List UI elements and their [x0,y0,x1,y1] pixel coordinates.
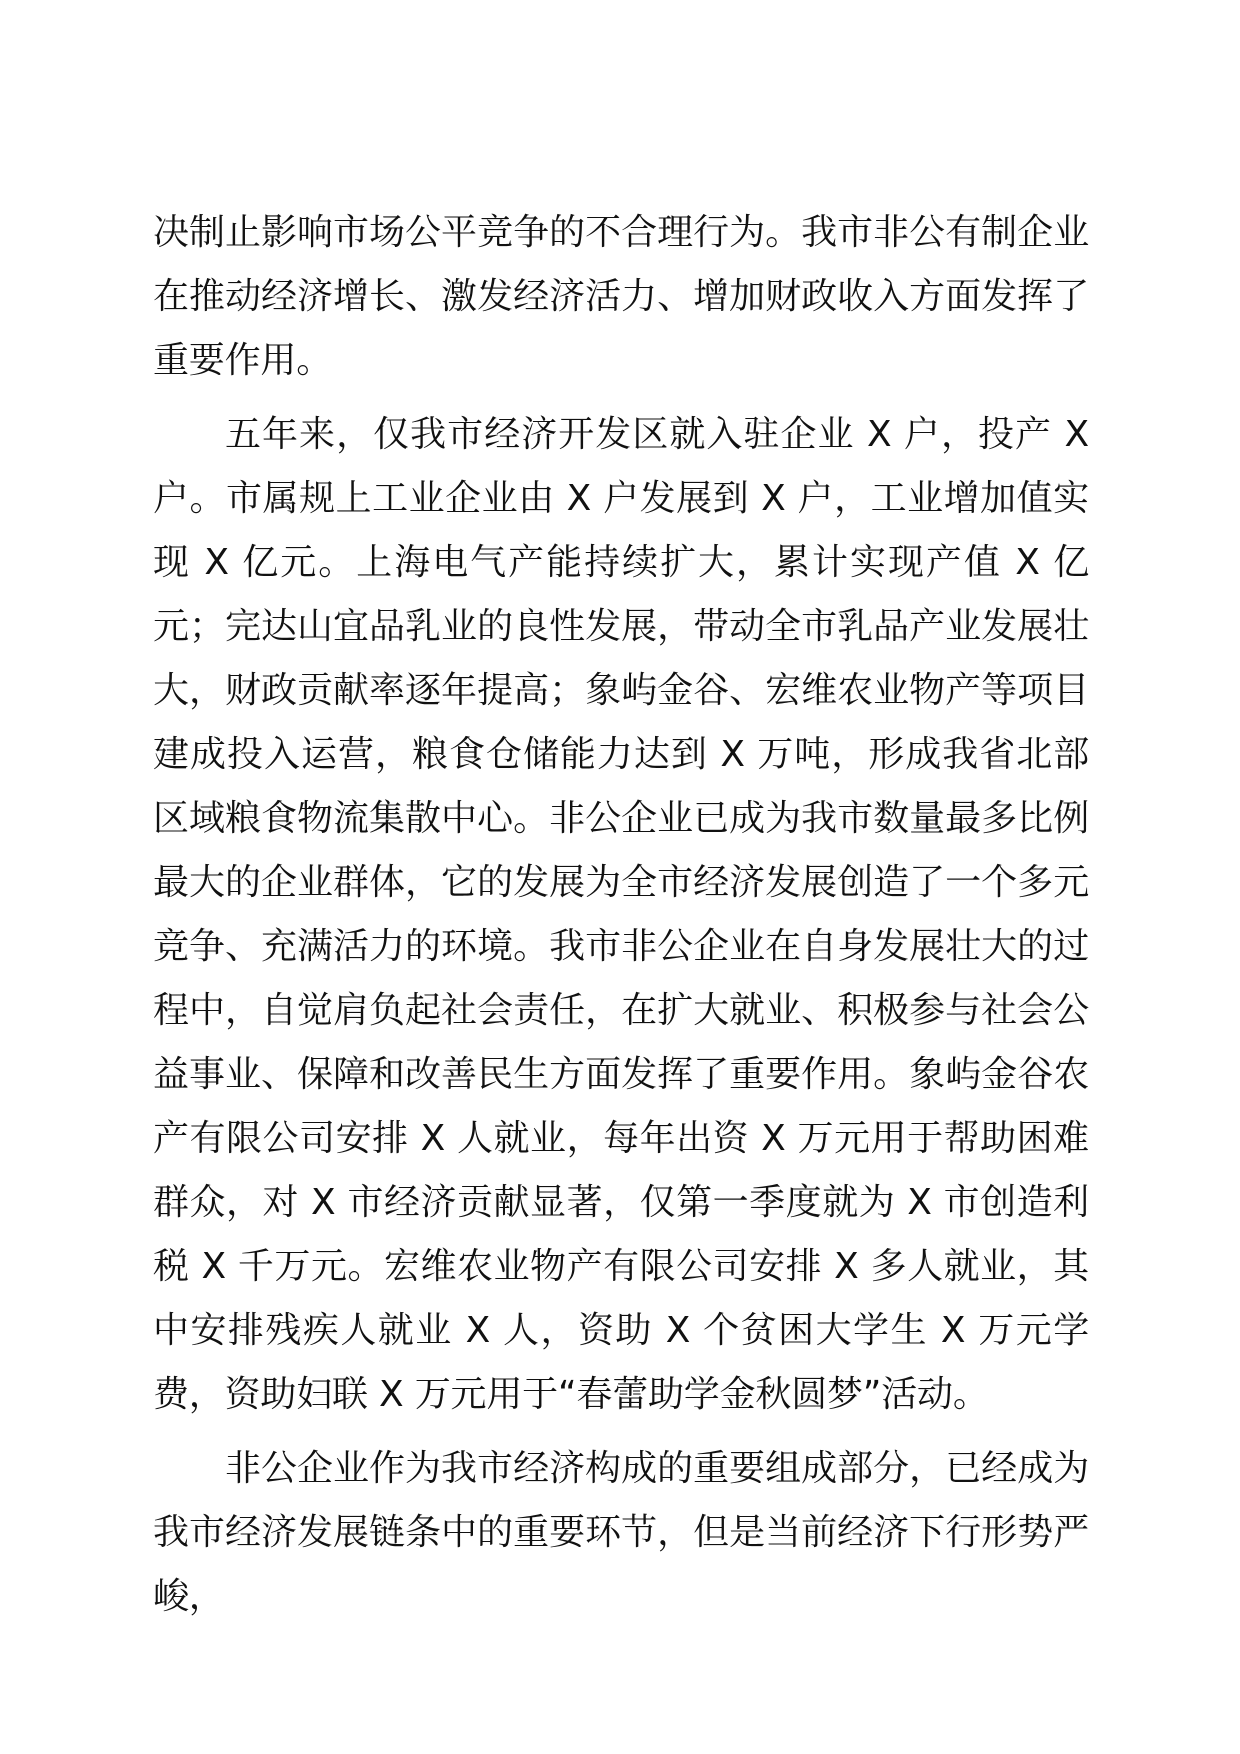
paragraph-1: 决制止影响市场公平竞争的不合理行为。我市非公有制企业在推动经济增长、激发经济活力、增加财政收入方面发挥了重要作用。 [153,212,1089,381]
paragraph-3: 非公企业作为我市经济构成的重要组成部分，已经成为我市经济发展链条中的重要环节，但是当前经济下行形势严峻， [153,1448,1089,1617]
body-text [153,201,1089,1639]
paragraph-2: 五年来，仅我市经济开发区就入驻企业 X 户，投产 X 户。市属规上工业企业由 X 户发展到 X 户，工业增加值实现 X 亿元。上海电气产能持续扩大，累计实现产值 X 亿元；完达山宜品乳业的良性发展，带动全市乳品产业发展壮大，财政贡献率逐年提高；象屿金谷、宏维农业物产等项目建成投入运营，粮食仓储能力达到 X 万吨，形成我省北部区域粮食物流集散中心。非公企业已成为我市数量最多比例最大的企业群体，它的发展为全市经济发展创造了一个多元竞争、充满活力的环境。我市非公企业在自身发展壮大的过程中，自觉肩负起社会责任，在扩大就业、积极参与社会公益事业、保障和改善民生方面发挥了重要作用。象屿金谷农产有限公司安排 X 人就业，每年出资 X 万元用于帮助困难群众，对 X 市经济贡献显著，仅第一季度就为 X 市创造利税 X 千万元。宏维农业物产有限公司安排 X 多人就业，其中安排残疾人就业 X 人，资助 X 个贫困大学生 X 万元学费，资助妇联 X 万元用于“春蕾助学金秋圆梦”活动。 [153,414,1089,1415]
